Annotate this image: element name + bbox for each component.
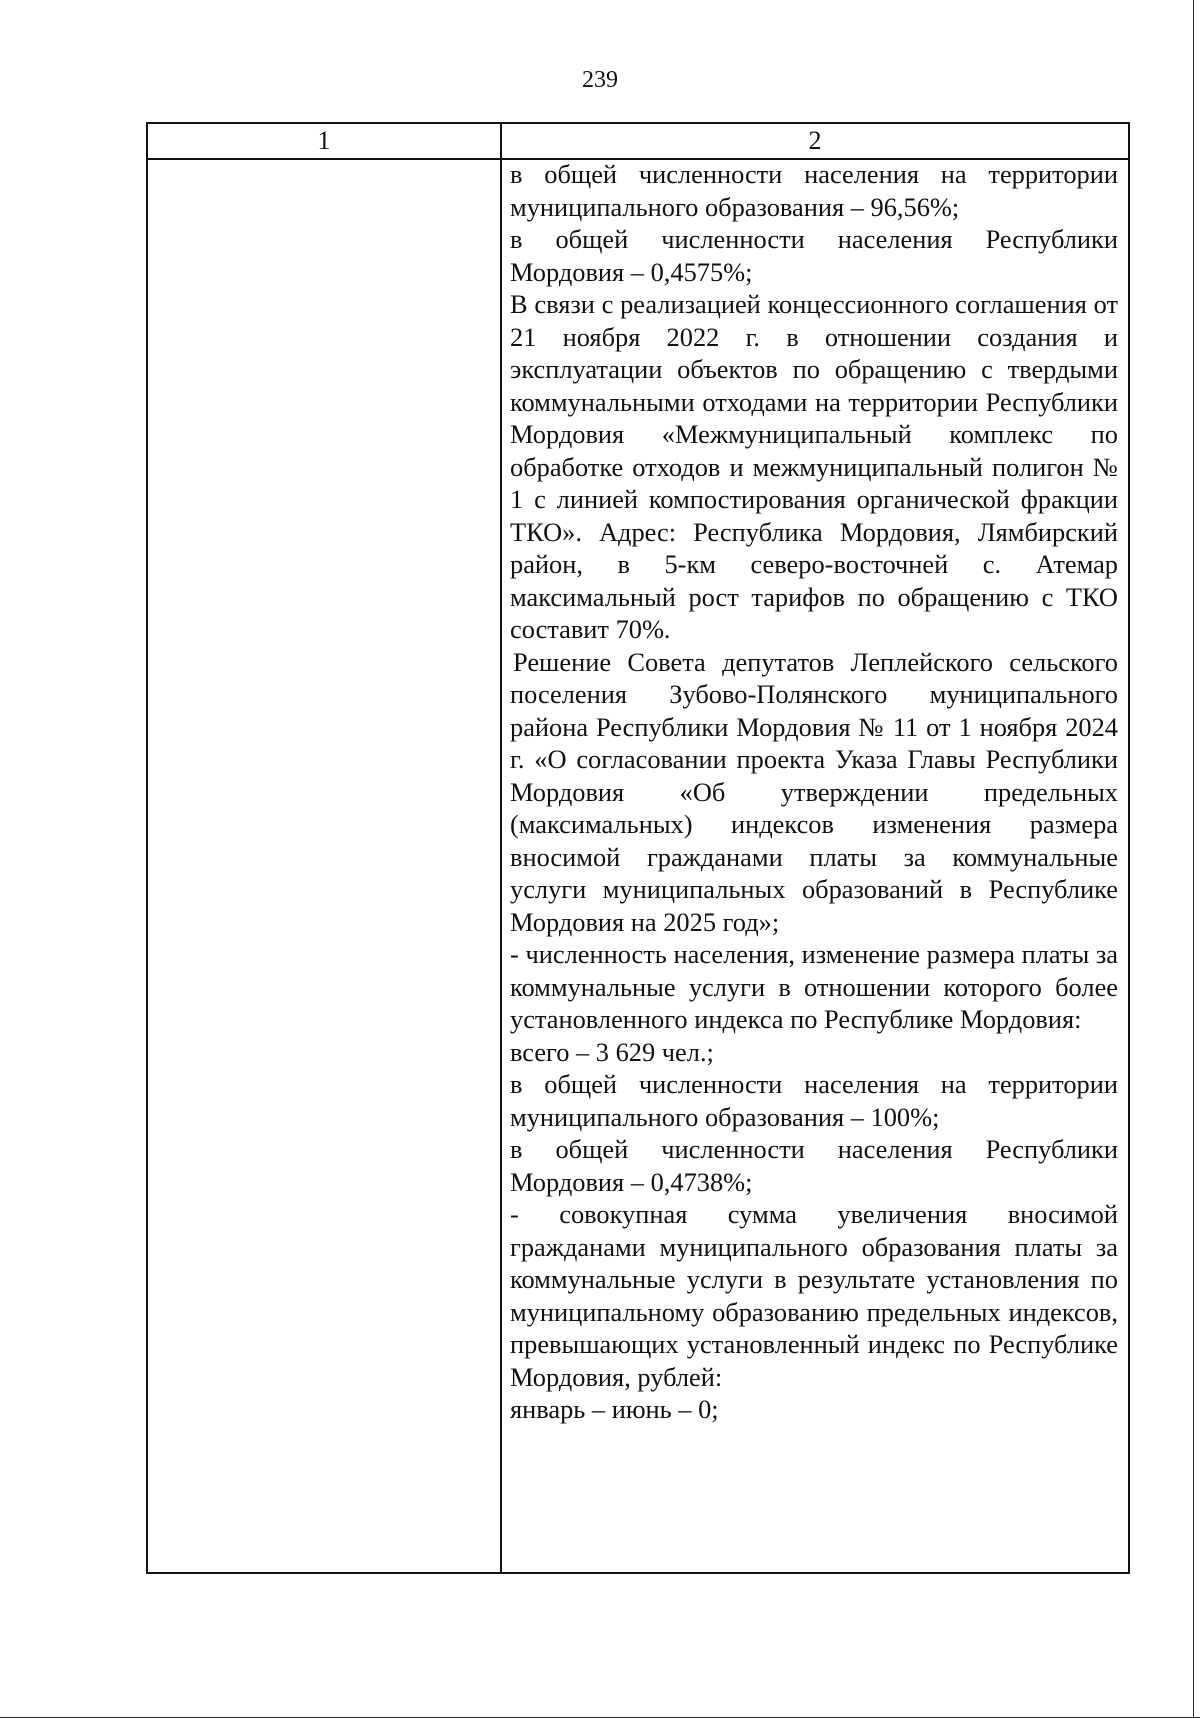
table-cell-column-2 xyxy=(510,158,1118,1570)
column-header-1: 1 xyxy=(317,126,331,155)
page-number: 239 xyxy=(582,67,618,93)
paragraph-population-republic: в общей численности населения Республики Мордовия – 0,4575%; xyxy=(510,224,1118,287)
paragraph-population-total: всего – 3 629 чел.; xyxy=(510,1036,714,1067)
scan-edge-right xyxy=(1193,0,1194,1718)
column-header-2: 2 xyxy=(808,126,822,155)
paragraph-population-republic-share: в общей численности населения Республики Мордовия – 0,4738%; xyxy=(510,1134,1118,1197)
paragraph-council-decision: Решение Совета депутатов Леплейского сельского поселения Зубово-Полянского муниципального района Республики Мордовия № 11 от 1 ноября 2024 г. «О согласовании проекта Указа Главы Республики Мордовия «Об утверждении предельных (максимальных) индексов изменения размера вносимой гражданами платы за коммунальные услуги муниципальных образований в Республике Мордовия на 2025 год»; xyxy=(510,646,1118,937)
paragraph-january-june: январь – июнь – 0; xyxy=(510,1394,719,1424)
paragraph-population-municipal-share: в общей численности населения на территории муниципального образования – 100%; xyxy=(510,1069,1118,1132)
paragraph-population-count-heading: - численность населения, изменение размера платы за коммунальные услуги в отношении которого более установленного индекса по Республике Мордовия: xyxy=(510,939,1118,1034)
table-header-row xyxy=(148,124,1128,160)
document-table xyxy=(146,122,1130,1574)
paragraph-total-increase-heading: - совокупная сумма увеличения вносимой гражданами муниципального образования платы за коммунальные услуги в результате установления по муниципальному образованию предельных индексов, превышающих установленный индекс по Республике Мордовия, рублей: xyxy=(510,1199,1118,1392)
paragraph-concession-agreement: В связи с реализацией концессионного соглашения от 21 ноября 2022 г. в отношении создания и эксплуатации объектов по обращению с твердыми коммунальными отходами на территории Республики Мордовия «Межмуниципальный комплекс по обработке отходов и межмуниципальный полигон № 1 с линией компостирования органической фракции ТКО». Адрес: Республика Мордовия, Лямбирский район, в 5-км северо-восточней с. Атемар максимальный рост тарифов по обращению с ТКО составит 70%. xyxy=(510,289,1118,644)
column-divider xyxy=(500,124,502,1572)
paragraph-population-municipal: в общей численности населения на территории муниципального образования – 96,56%; xyxy=(510,159,1118,222)
table-cell-column-1 xyxy=(148,160,500,1572)
